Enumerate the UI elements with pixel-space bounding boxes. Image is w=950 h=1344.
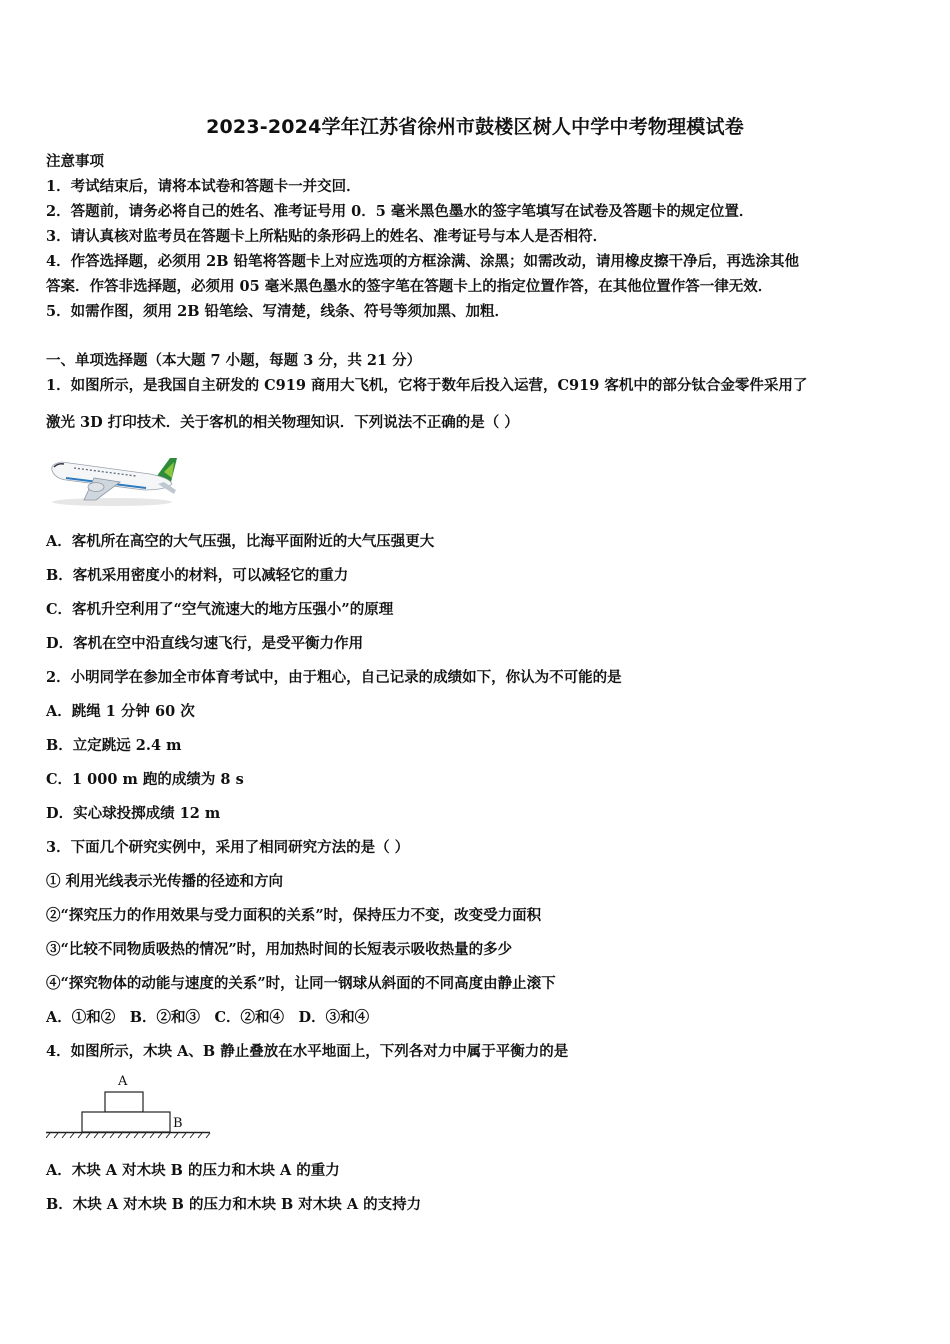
notice-item-3: 3．请认真核对监考员在答题卡上所粘贴的条形码上的姓名、准考证号与本人是否相符． <box>46 228 608 245</box>
q1-option-d: D．客机在空中沿直线匀速飞行，是受平衡力作用 <box>46 635 364 652</box>
q1-option-b: B．客机采用密度小的材料，可以减轻它的重力 <box>46 567 349 584</box>
q3-item-4: ④“探究物体的动能与速度的关系”时，让同一钢球从斜面的不同高度由静止滚下 <box>46 975 556 992</box>
q2-stem: 2．小明同学在参加全市体育考试中，由于粗心，自己记录的成绩如下，你认为不可能的是 <box>46 669 622 686</box>
q3-options: A．①和② B．②和③ C．②和④ D．③和④ <box>46 1009 370 1026</box>
q4-option-b: B．木块 A 对木块 B 的压力和木块 B 对木块 A 的支持力 <box>46 1196 422 1213</box>
block-a-label: A <box>118 1074 128 1089</box>
q3-item-1: ① 利用光线表示光传播的径迹和方向 <box>46 873 284 890</box>
q3-stem: 3．下面几个研究实例中，采用了相同研究方法的是（ ） <box>46 839 410 856</box>
q1-stem-line1: 1．如图所示，是我国自主研发的 C919 商用大飞机，它将于数年后投入运营，C919 客机中的部分钛合金零件采用了 <box>46 377 808 394</box>
notice-item-1: 1．考试结束后，请将本试卷和答题卡一并交回． <box>46 178 361 195</box>
notice-item-4-cont: 答案．作答非选择题，必须用 05 毫米黑色墨水的签字笔在答题卡上的指定位置作答，在其他位置作答一律无效． <box>46 278 773 295</box>
q4-option-a: A．木块 A 对木块 B 的压力和木块 A 的重力 <box>46 1162 340 1179</box>
q1-option-c: C．客机升空利用了“空气流速大的地方压强小”的原理 <box>46 601 394 618</box>
notice-item-5: 5．如需作图，须用 2B 铅笔绘、写清楚，线条、符号等须加黑、加粗． <box>46 303 510 320</box>
section-heading: 一、单项选择题（本大题 7 小题，每题 3 分，共 21 分） <box>46 352 422 369</box>
q1-option-a: A．客机所在高空的大气压强，比海平面附近的大气压强更大 <box>46 533 435 550</box>
notice-item-4: 4．作答选择题，必须用 2B 铅笔将答题卡上对应选项的方框涂满、涂黑；如需改动，请用橡皮擦干净后，再选涂其他 <box>46 253 800 270</box>
stacked-blocks-figure <box>46 1074 216 1144</box>
q3-item-3: ③“比较不同物质吸热的情况”时，用加热时间的长短表示吸收热量的多少 <box>46 941 513 958</box>
q2-option-b: B．立定跳远 2.4 m <box>46 737 182 754</box>
q4-stem: 4．如图所示，木块 A、B 静止叠放在水平地面上，下列各对力中属于平衡力的是 <box>46 1043 569 1060</box>
notice-item-2: 2．答题前，请务必将自己的姓名、准考证号用 0．5 毫米黑色墨水的签字笔填写在试卷及答题卡的规定位置． <box>46 203 754 220</box>
q2-option-d: D．实心球投掷成绩 12 m <box>46 805 221 822</box>
c919-airplane-figure <box>46 450 182 508</box>
q2-option-c: C．1 000 m 跑的成绩为 8 s <box>46 771 244 788</box>
q3-item-2: ②“探究压力的作用效果与受力面积的关系”时，保持压力不变，改变受力面积 <box>46 907 542 924</box>
notice-heading: 注意事项 <box>46 153 104 170</box>
q1-stem-line2: 激光 3D 打印技术．关于客机的相关物理知识．下列说法不正确的是（ ） <box>46 414 519 431</box>
q2-option-a: A．跳绳 1 分钟 60 次 <box>46 703 195 720</box>
exam-title: 2023-2024学年江苏省徐州市鼓楼区树人中学中考物理模试卷 <box>206 116 744 138</box>
block-b-label: B <box>173 1116 183 1131</box>
